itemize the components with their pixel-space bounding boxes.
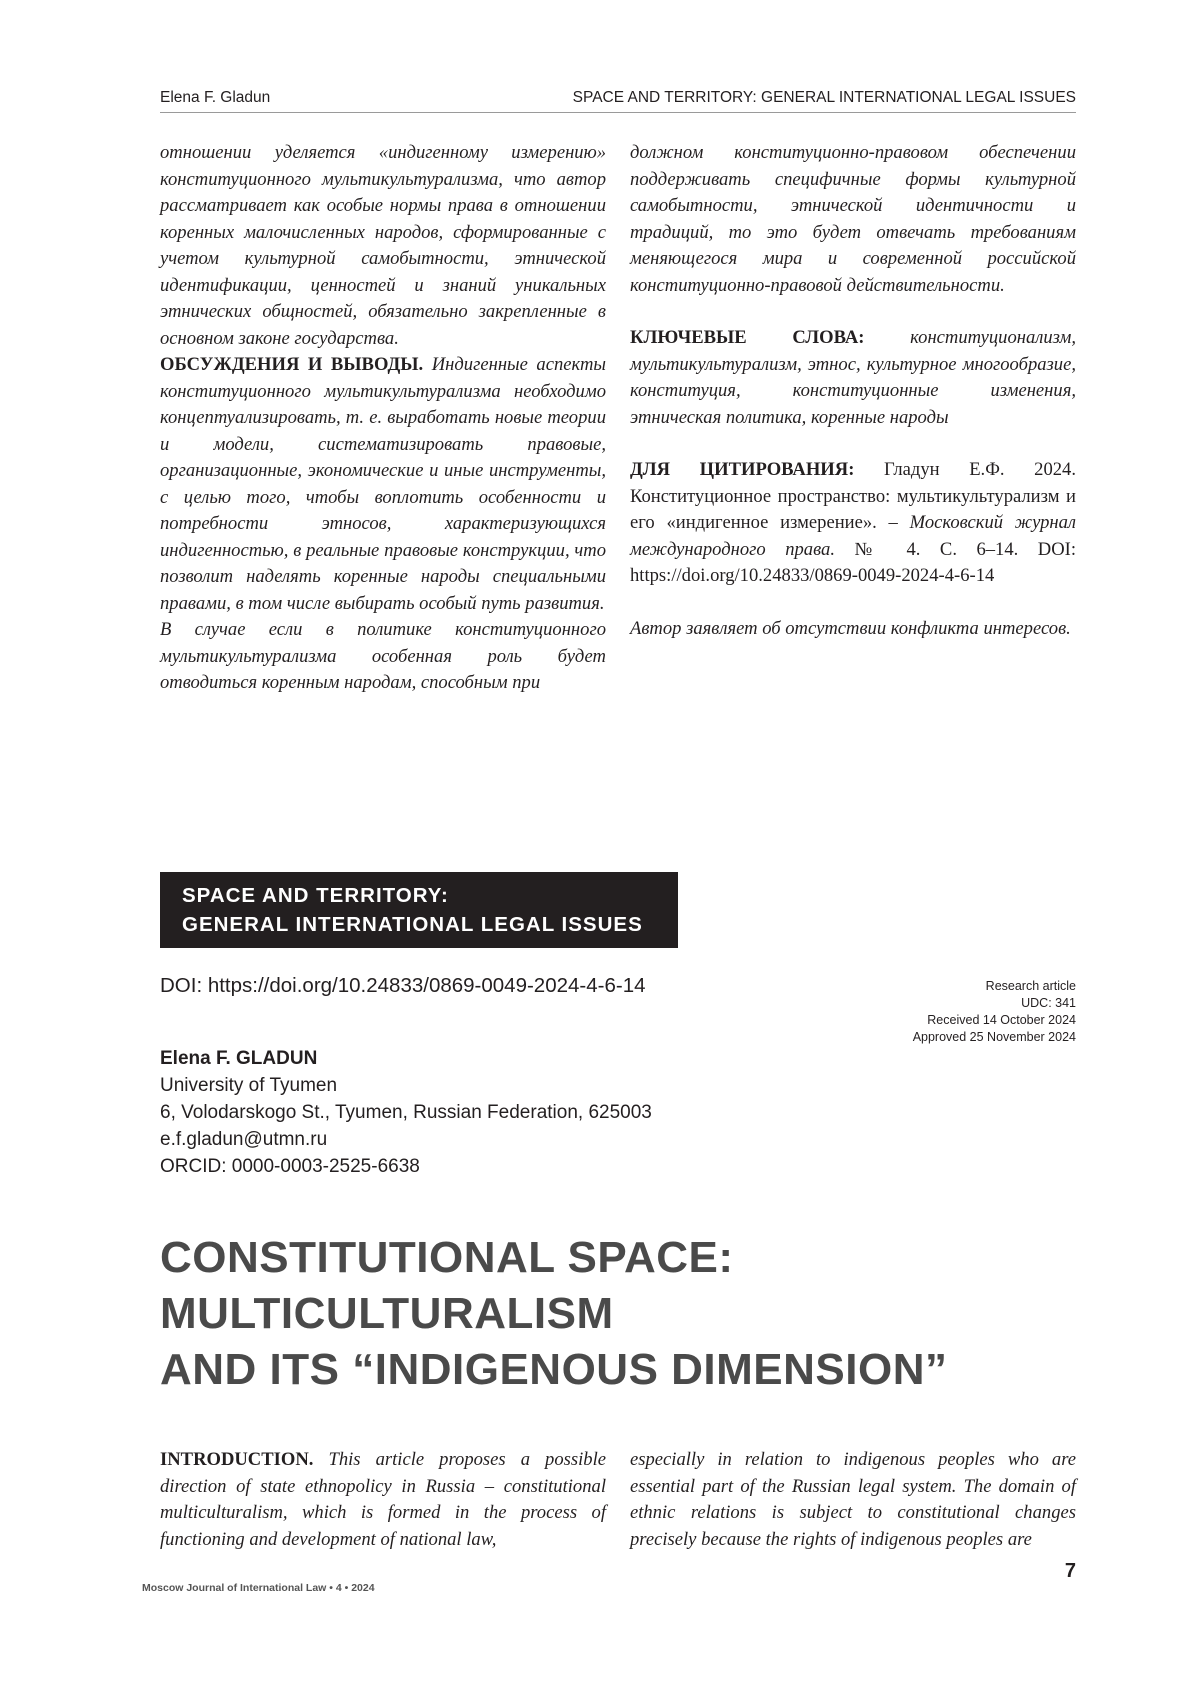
- ru-keywords-text: конституционализм, мультикультурализм, этнос, культурное многообразие, конституция, конституционные изменения, этническая политика, коренные народы: [630, 327, 1076, 428]
- author-block: [160, 1045, 652, 1180]
- ru-citation-journal: Московский журнал международного права.: [630, 512, 1076, 560]
- article-title-line3: AND ITS “INDIGENOUS DIMENSION”: [160, 1342, 948, 1398]
- article-meta: [913, 978, 1076, 1046]
- ru-citation-doi: № 4. С. 6–14. DOI: https://doi.org/10.24833/0869-0049-2024-4-6-14: [630, 539, 1076, 587]
- author-orcid: ORCID: 0000-0003-2525-6638: [160, 1153, 652, 1180]
- ru-abstract-continuation: должном конституционно-правовом обеспечении поддерживать специфичные формы культурной самобытности, этнической идентичности и традиций, то это будет отвечать требованиям меняющегося мира и современной российской конституционно-правовой действительности.: [630, 140, 1076, 299]
- article-type: Research article: [913, 978, 1076, 995]
- ru-citation-text: Гладун Е.Ф. 2024. Конституционное пространство: мультикультурализм и его «индигенное измерение». –: [630, 459, 1076, 533]
- article-title-line2: MULTICULTURALISM: [160, 1286, 948, 1342]
- en-introduction-label: INTRODUCTION.: [160, 1449, 313, 1470]
- article-approved: Approved 25 November 2024: [913, 1029, 1076, 1046]
- ru-abstract-right-column: [630, 140, 1076, 642]
- ru-discussion-paragraph: [160, 352, 606, 617]
- running-header: [160, 86, 1076, 113]
- ru-keywords: [630, 325, 1076, 431]
- article-udc: UDC: 341: [913, 995, 1076, 1012]
- ru-abstract-paragraph: отношении уделяется «индигенному измерению» конституционного мультикультурализма, что автор рассматривает как особые нормы права в отношении коренных малочисленных народов, сформированные с учетом культурной самобытности, этнической идентификации, ценностей и знаний уникальных этнических общностей, обязательно закрепленные в основном законе государства.: [160, 140, 606, 352]
- ru-citation: [630, 457, 1076, 590]
- en-introduction-continuation: especially in relation to indigenous peoples who are essential part of the Russian legal system. The domain of ethnic relations is subject to constitutional changes precisely because the rights of indigenous peoples are: [630, 1447, 1076, 1553]
- ru-abstract-paragraph-3: В случае если в политике конституционного мультикультурализма особенная роль будет отводиться коренным народам, способным при: [160, 617, 606, 697]
- section-banner: [160, 872, 678, 948]
- ru-citation-label: ДЛЯ ЦИТИРОВАНИЯ:: [630, 459, 854, 480]
- article-title: [160, 1230, 948, 1398]
- section-banner-line1: SPACE AND TERRITORY:: [182, 881, 643, 910]
- running-header-author: Elena F. Gladun: [160, 89, 270, 107]
- article-received: Received 14 October 2024: [913, 1012, 1076, 1029]
- page-number: 7: [1065, 1560, 1076, 1583]
- ru-discussion-text: Индигенные аспекты конституционного мультикультурализма необходимо концептуализировать, т. е. выработать новые теории и модели, систематизировать правовые, организационные, экономические и иные инструменты, с целью того, чтобы воплотить особенности и потребности этносов, характеризующихся индигенностью, в реальные правовые конструкции, что позволит наделять коренные народы специальными правами, в том числе выбирать особый путь развития.: [160, 354, 606, 614]
- running-header-section: SPACE AND TERRITORY: GENERAL INTERNATIONAL LEGAL ISSUES: [573, 89, 1076, 107]
- ru-abstract-left-column: [160, 140, 606, 697]
- author-address: 6, Volodarskogo St., Tyumen, Russian Federation, 625003: [160, 1099, 652, 1126]
- article-title-line1: CONSTITUTIONAL SPACE:: [160, 1230, 948, 1286]
- doi-link[interactable]: DOI: https://doi.org/10.24833/0869-0049-2024-4-6-14: [160, 974, 646, 998]
- en-introduction: [160, 1447, 606, 1553]
- section-banner-line2: GENERAL INTERNATIONAL LEGAL ISSUES: [182, 910, 643, 939]
- author-name: Elena F. GLADUN: [160, 1045, 652, 1072]
- en-abstract-left-column: [160, 1447, 606, 1553]
- ru-discussion-label: ОБСУЖДЕНИЯ И ВЫВОДЫ.: [160, 354, 423, 375]
- ru-conflict-statement: Автор заявляет об отсутствии конфликта интересов.: [630, 616, 1076, 643]
- en-abstract-right-column: [630, 1447, 1076, 1553]
- ru-keywords-label: КЛЮЧЕВЫЕ СЛОВА:: [630, 327, 864, 348]
- author-email[interactable]: e.f.gladun@utmn.ru: [160, 1126, 652, 1153]
- footer-journal: Moscow Journal of International Law • 4 • 2024: [142, 1582, 375, 1594]
- en-introduction-text: This article proposes a possible direction of state ethnopolicy in Russia – constitutional multiculturalism, which is formed in the process of functioning and development of national law,: [160, 1449, 606, 1550]
- author-affiliation: University of Tyumen: [160, 1072, 652, 1099]
